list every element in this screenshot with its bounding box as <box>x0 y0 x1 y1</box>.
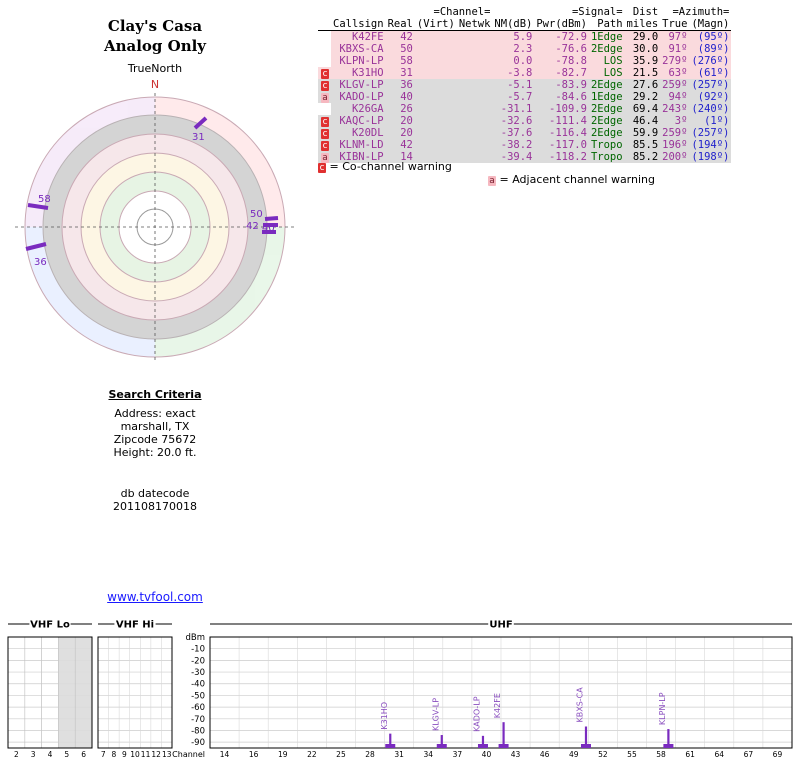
cell-real: 42 <box>386 31 415 44</box>
header-callsign[interactable]: Callsign <box>333 18 384 30</box>
search-criteria-city: marshall, TX <box>120 420 190 433</box>
cell-miles: 29.0 <box>625 31 661 44</box>
search-criteria-height: Height: 20.0 ft. <box>113 446 197 459</box>
spectrum-bar-label: KLGV-LP <box>431 697 441 732</box>
polar-plot <box>10 62 300 362</box>
cell-miles: 69.4 <box>625 103 661 115</box>
legend-adjacent-channel <box>488 173 655 186</box>
polar-marker-50: 50 <box>250 209 263 220</box>
cell-callsign: K20DL <box>331 127 386 139</box>
cell-pwr: -116.4 <box>534 127 589 139</box>
cell-pwr: -118.2 <box>534 151 589 163</box>
cell-nm: -39.4 <box>492 151 534 163</box>
cell-true: 94º <box>660 91 689 103</box>
cell-magn: (198º) <box>691 151 730 163</box>
channel-tick-label: 13 <box>161 750 172 759</box>
header-netwk[interactable]: Netwk <box>458 18 491 30</box>
polar-radar-svg <box>10 92 300 362</box>
cell-nm: -38.2 <box>492 139 534 151</box>
channel-tick-label: 25 <box>336 750 346 759</box>
plot-frame-vhf-hi <box>98 637 172 748</box>
cell-miles: 35.9 <box>625 55 661 67</box>
co-channel-warning-icon: c <box>318 115 331 127</box>
cell-virt <box>415 115 457 127</box>
header-path[interactable]: Path <box>589 18 625 31</box>
cell-virt <box>415 79 457 91</box>
cell-real: 36 <box>386 79 415 91</box>
band-label-uhf: UHF <box>489 619 513 631</box>
cell-callsign: KADO-LP <box>331 91 386 103</box>
cell-nm: -32.6 <box>492 115 534 127</box>
group-spacer <box>318 6 331 18</box>
cell-path: 1Edge <box>590 31 623 43</box>
channel-tick-label: 37 <box>452 750 463 759</box>
channel-tick-label: 22 <box>307 750 317 759</box>
cell-path: LOS <box>589 67 625 79</box>
cell-true: 97º <box>660 31 689 44</box>
channel-tick-label: 28 <box>365 750 375 759</box>
channel-tick-label: 52 <box>598 750 608 759</box>
cell-callsign: KLNM-LD <box>331 139 386 151</box>
y-axis-tick-label: -70 <box>191 714 205 725</box>
cell-true: 243º <box>662 103 688 115</box>
cell-virt <box>415 127 457 139</box>
cell-netwk <box>457 55 493 67</box>
channel-tick-label: 58 <box>656 750 666 759</box>
cell-path: 1Edge <box>590 91 623 103</box>
spectrum-bar-label: KADO-LP <box>472 696 482 732</box>
group-header-azimuth: =Azimuth= <box>672 6 730 18</box>
cell-true: 196º <box>662 139 688 151</box>
channel-tick-label: 67 <box>743 750 754 759</box>
signal-table-panel <box>318 6 796 163</box>
channel-tick-label: 69 <box>772 750 783 759</box>
channel-tick-label: 31 <box>394 750 404 759</box>
table-row[interactable] <box>318 103 731 115</box>
cell-miles: 30.0 <box>625 43 661 55</box>
polar-marker-36: 36 <box>34 257 47 268</box>
spectrum-bar-base <box>478 744 488 748</box>
channel-tick-label: 7 <box>100 750 106 759</box>
cell-callsign: KBXS-CA <box>331 43 386 55</box>
cell-magn: (89º) <box>689 43 731 55</box>
band-label-vhf-lo: VHF Lo <box>30 619 70 631</box>
cell-pwr: -117.0 <box>534 139 589 151</box>
warning-cell-empty <box>318 43 331 55</box>
title-line-1: Clay's Casa <box>107 17 203 35</box>
table-row[interactable] <box>318 43 731 55</box>
cell-magn: (194º) <box>691 139 730 151</box>
channel-tick-label: 4 <box>47 750 53 759</box>
y-axis-tick-label: -80 <box>191 726 205 737</box>
truenorth-label: TrueNorth <box>127 62 183 75</box>
table-group-header-row <box>318 6 731 18</box>
cell-callsign: KAQC-LP <box>331 115 386 127</box>
search-criteria-title: Search Criteria <box>108 388 202 401</box>
cell-nm: 0.0 <box>492 55 534 67</box>
cell-real: 31 <box>386 67 415 79</box>
cell-callsign: K31HO <box>331 67 386 79</box>
channel-tick-label: 46 <box>539 750 550 759</box>
channel-tick-label: 16 <box>248 750 259 759</box>
channel-tick-label: 34 <box>423 750 434 759</box>
cell-magn: (61º) <box>689 67 731 79</box>
table-row[interactable] <box>318 115 731 127</box>
cell-real: 26 <box>386 103 415 115</box>
cell-real: 20 <box>386 127 415 139</box>
header-true[interactable]: True <box>662 18 688 30</box>
cell-miles: 59.9 <box>625 127 661 139</box>
legend-co-channel-text: = Co-channel warning <box>329 160 452 173</box>
warning-cell-empty <box>318 55 331 67</box>
channel-tick-label: 9 <box>122 750 127 759</box>
cell-virt <box>415 103 457 115</box>
spectrum-bar-base <box>437 744 447 748</box>
adjacent-channel-warning-icon: a <box>318 91 331 103</box>
cell-nm: 5.9 <box>492 31 534 44</box>
spectrum-bar-base <box>663 744 673 748</box>
title-line-2: Analog Only <box>103 37 207 55</box>
group-header-dist: Dist <box>632 6 659 18</box>
cell-callsign: KLGV-LP <box>331 79 386 91</box>
search-criteria-zipcode: Zipcode 75672 <box>113 433 197 446</box>
channel-axis-label: Channel <box>172 750 205 759</box>
cell-netwk <box>457 67 493 79</box>
adjacent-channel-warning-icon: a <box>489 176 495 186</box>
spectrum-svg <box>0 615 800 768</box>
cell-pwr: -82.7 <box>534 67 589 79</box>
cell-real: 14 <box>386 151 415 163</box>
table-body <box>318 31 731 164</box>
cell-virt <box>415 91 457 103</box>
cell-netwk <box>457 115 493 127</box>
co-channel-warning-icon: c <box>319 163 325 173</box>
channel-tick-label: 19 <box>277 750 288 759</box>
cell-netwk <box>457 91 493 103</box>
cell-netwk <box>457 103 493 115</box>
legend <box>318 160 796 186</box>
cell-pwr: -72.9 <box>534 31 589 44</box>
site-link[interactable]: www.tvfool.com <box>107 590 203 604</box>
channel-tick-label: 5 <box>64 750 70 759</box>
polar-marker-58: 58 <box>38 194 51 205</box>
channel-tick-label: 64 <box>714 750 725 759</box>
north-letter-label: N <box>150 78 160 91</box>
cell-magn: (257º) <box>691 79 730 91</box>
cell-virt <box>415 67 457 79</box>
cell-pwr: -83.9 <box>534 79 589 91</box>
cell-true: 279º <box>662 55 688 67</box>
cell-true: 91º <box>660 43 689 55</box>
cell-true: 200º <box>662 151 688 163</box>
co-channel-warning-icon: c <box>318 79 331 91</box>
cell-miles: 85.5 <box>625 139 661 151</box>
table-row[interactable] <box>318 31 731 44</box>
datecode-label: db datecode <box>120 487 190 500</box>
channel-tick-label: 10 <box>130 750 140 759</box>
polar-marker-40: 40 <box>262 223 275 234</box>
cell-path: Tropo <box>590 139 623 151</box>
group-header-signal: =Signal= <box>571 6 623 18</box>
cell-path: 2Edge <box>590 127 623 139</box>
datecode-value: 201108170018 <box>113 500 197 513</box>
datecode-block <box>0 487 310 513</box>
polar-marker-31: 31 <box>192 132 205 143</box>
legend-co-channel <box>318 160 452 173</box>
cell-netwk <box>457 79 493 91</box>
cell-netwk <box>457 139 493 151</box>
channel-tick-label: 3 <box>30 750 36 759</box>
polar-marker-42: 42 <box>246 221 259 232</box>
spectrum-bar-base <box>385 744 395 748</box>
cell-real: 58 <box>386 55 415 67</box>
cell-miles: 85.2 <box>625 151 661 163</box>
channel-tick-label: 2 <box>14 750 19 759</box>
cell-netwk <box>457 127 493 139</box>
spectrum-bar-label: KBXS-CA <box>575 687 585 723</box>
table-header-row <box>318 18 731 31</box>
cell-nm: -31.1 <box>492 103 534 115</box>
cell-pwr: -76.6 <box>534 43 589 55</box>
cell-path: 2Edge <box>590 103 623 115</box>
cell-path: LOS <box>589 55 625 67</box>
y-axis-tick-label: -30 <box>191 668 205 679</box>
spectrum-bar-label: K31HO <box>379 701 389 730</box>
cell-miles: 29.2 <box>625 91 661 103</box>
cell-miles: 27.6 <box>625 79 661 91</box>
channel-tick-label: 43 <box>510 750 521 759</box>
channel-tick-label: 55 <box>627 750 637 759</box>
header-real[interactable]: Real <box>387 18 413 30</box>
cell-netwk <box>457 31 493 44</box>
spectrum-bar-base <box>499 744 509 748</box>
group-header-channel: =Channel= <box>433 6 491 18</box>
table-row[interactable] <box>318 91 731 103</box>
search-criteria-address: Address: exact <box>114 407 196 420</box>
cell-nm: -5.7 <box>492 91 534 103</box>
table-row[interactable] <box>318 67 731 79</box>
cell-callsign: K26GA <box>331 103 386 115</box>
channel-tick-label: 8 <box>111 750 117 759</box>
spectrum-chart <box>0 615 800 768</box>
cell-virt <box>415 43 457 55</box>
cell-true: 3º <box>660 115 689 127</box>
cell-nm: -37.6 <box>492 127 534 139</box>
warning-cell-empty <box>318 103 331 115</box>
cell-real: 42 <box>386 139 415 151</box>
cell-netwk <box>457 43 493 55</box>
table-row[interactable] <box>318 139 731 151</box>
cell-magn: (92º) <box>689 91 731 103</box>
header-miles[interactable]: miles <box>626 18 659 30</box>
channel-tick-label: 61 <box>685 750 695 759</box>
warning-cell-empty <box>318 31 331 44</box>
cell-nm: -5.1 <box>492 79 534 91</box>
y-axis-tick-label: -60 <box>191 703 205 714</box>
cell-callsign: KLPN-LP <box>331 55 386 67</box>
spectrum-bar-label: KLPN-LP <box>657 692 667 726</box>
cell-path: Tropo <box>590 151 623 163</box>
table-row[interactable] <box>318 127 731 139</box>
co-channel-warning-icon: c <box>318 67 331 79</box>
header-virt[interactable]: (Virt) <box>416 18 455 30</box>
legend-adjacent-channel-text: = Adjacent channel warning <box>499 173 655 186</box>
cell-true: 63º <box>660 67 689 79</box>
cell-miles: 46.4 <box>625 115 661 127</box>
spectrum-bar-label: K42FE <box>493 693 503 719</box>
cell-pwr: -111.4 <box>534 115 589 127</box>
left-panel <box>0 0 310 610</box>
cell-callsign: K42FE <box>331 31 386 44</box>
y-axis-tick-label: -50 <box>191 691 205 702</box>
header-magn[interactable]: (Magn) <box>691 18 730 30</box>
channel-tick-label: 14 <box>219 750 230 759</box>
cell-real: 20 <box>386 115 415 127</box>
page-title <box>0 16 310 56</box>
cell-pwr: -78.8 <box>534 55 589 67</box>
cell-magn: (276º) <box>691 55 730 67</box>
cell-true: 259º <box>662 79 688 91</box>
co-channel-warning-icon: c <box>318 139 331 151</box>
channel-tick-label: 40 <box>481 750 492 759</box>
cell-miles: 21.5 <box>625 67 661 79</box>
y-axis-tick-label: -10 <box>191 644 205 655</box>
cell-path: 2Edge <box>590 79 623 91</box>
cell-magn: (1º) <box>689 115 731 127</box>
header-nm[interactable]: NM(dB) <box>494 18 533 30</box>
cell-virt <box>415 55 457 67</box>
cell-pwr: -84.6 <box>534 91 589 103</box>
channel-tick-label: 12 <box>151 750 161 759</box>
cell-callsign: KIBN-LP <box>331 151 386 163</box>
cell-nm: 2.3 <box>492 43 534 55</box>
cell-magn: (257º) <box>691 127 730 139</box>
cell-magn: (95º) <box>689 31 731 44</box>
cell-virt <box>415 139 457 151</box>
cell-real: 40 <box>386 91 415 103</box>
header-pwr[interactable]: Pwr(dBm) <box>536 18 587 30</box>
channel-tick-label: 6 <box>81 750 86 759</box>
cell-virt <box>415 31 457 44</box>
channel-tick-label: 11 <box>140 750 151 759</box>
header-warn-col <box>318 18 331 31</box>
table-row[interactable] <box>318 55 731 67</box>
cell-nm: -3.8 <box>492 67 534 79</box>
table-row[interactable] <box>318 79 731 91</box>
cell-path: 2Edge <box>590 43 623 55</box>
spectrum-bar-base <box>581 744 591 748</box>
y-axis-tick-label: -90 <box>191 738 205 749</box>
y-axis-tick-label: dBm <box>185 633 205 643</box>
adjacent-channel-warning-icon: a <box>318 151 331 163</box>
cell-true: 259º <box>662 127 688 139</box>
co-channel-warning-icon: c <box>318 127 331 139</box>
search-criteria-block <box>0 388 310 459</box>
cell-real: 50 <box>386 43 415 55</box>
y-axis-tick-label: -40 <box>191 679 205 690</box>
cell-pwr: -109.9 <box>534 103 589 115</box>
signal-table <box>318 6 731 163</box>
cell-path: 2Edge <box>590 115 623 127</box>
y-axis-tick-label: -20 <box>191 656 205 667</box>
channel-tick-label: 49 <box>568 750 579 759</box>
cell-magn: (240º) <box>691 103 730 115</box>
band-label-vhf-hi: VHF Hi <box>115 619 155 631</box>
